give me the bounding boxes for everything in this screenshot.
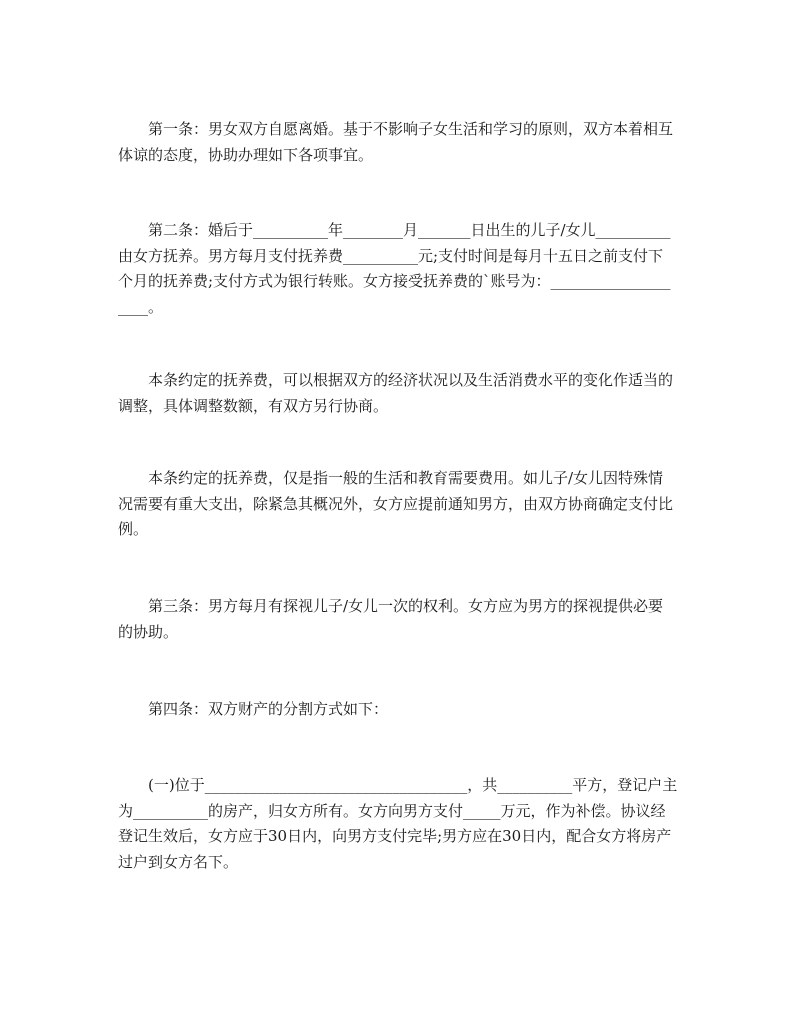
paragraph-support-scope: 本条约定的抚养费，仅是指一般的生活和教育需要费用。如儿子/女儿因特殊情况需要有重大支出，除紧急其概况外，女方应提前通知男方，由双方协商确定支付比例。 <box>118 469 674 538</box>
paragraph-property-item-1: (一)位于___________________________________，共__________平方，登记户主为__________的房产，归女方所有。女方向男方支付_____万元，作为补偿。协议经登记生效后，女方应于30日内，向男方支付完毕;男方应在30日内，配合女方将房产过户到女方名下。 <box>118 776 678 871</box>
paragraph-support-adjustment: 本条约定的抚养费，可以根据双方的经济状况以及生活消费水平的变化作适当的调整，具体调整数额，有双方另行协商。 <box>118 371 674 415</box>
paragraph-article-1: 第一条：男女双方自愿离婚。基于不影响子女生活和学习的原则，双方本着相互体谅的态度，协助办理如下各项事宜。 <box>118 120 674 164</box>
paragraph-article-2: 第二条：婚后于__________年________月_______日出生的儿子/女儿__________由女方抚养。男方每月支付抚养费__________元;支付时间是每月十五日之前支付下个月的抚养费;支付方式为银行转账。女方接受抚养费的`账号为：____________________。 <box>118 221 671 316</box>
paragraph-article-4: 第四条：双方财产的分割方式如下： <box>148 700 389 718</box>
paragraph-article-3: 第三条：男方每月有探视儿子/女儿一次的权利。女方应为男方的探视提供必要的协助。 <box>118 597 664 641</box>
